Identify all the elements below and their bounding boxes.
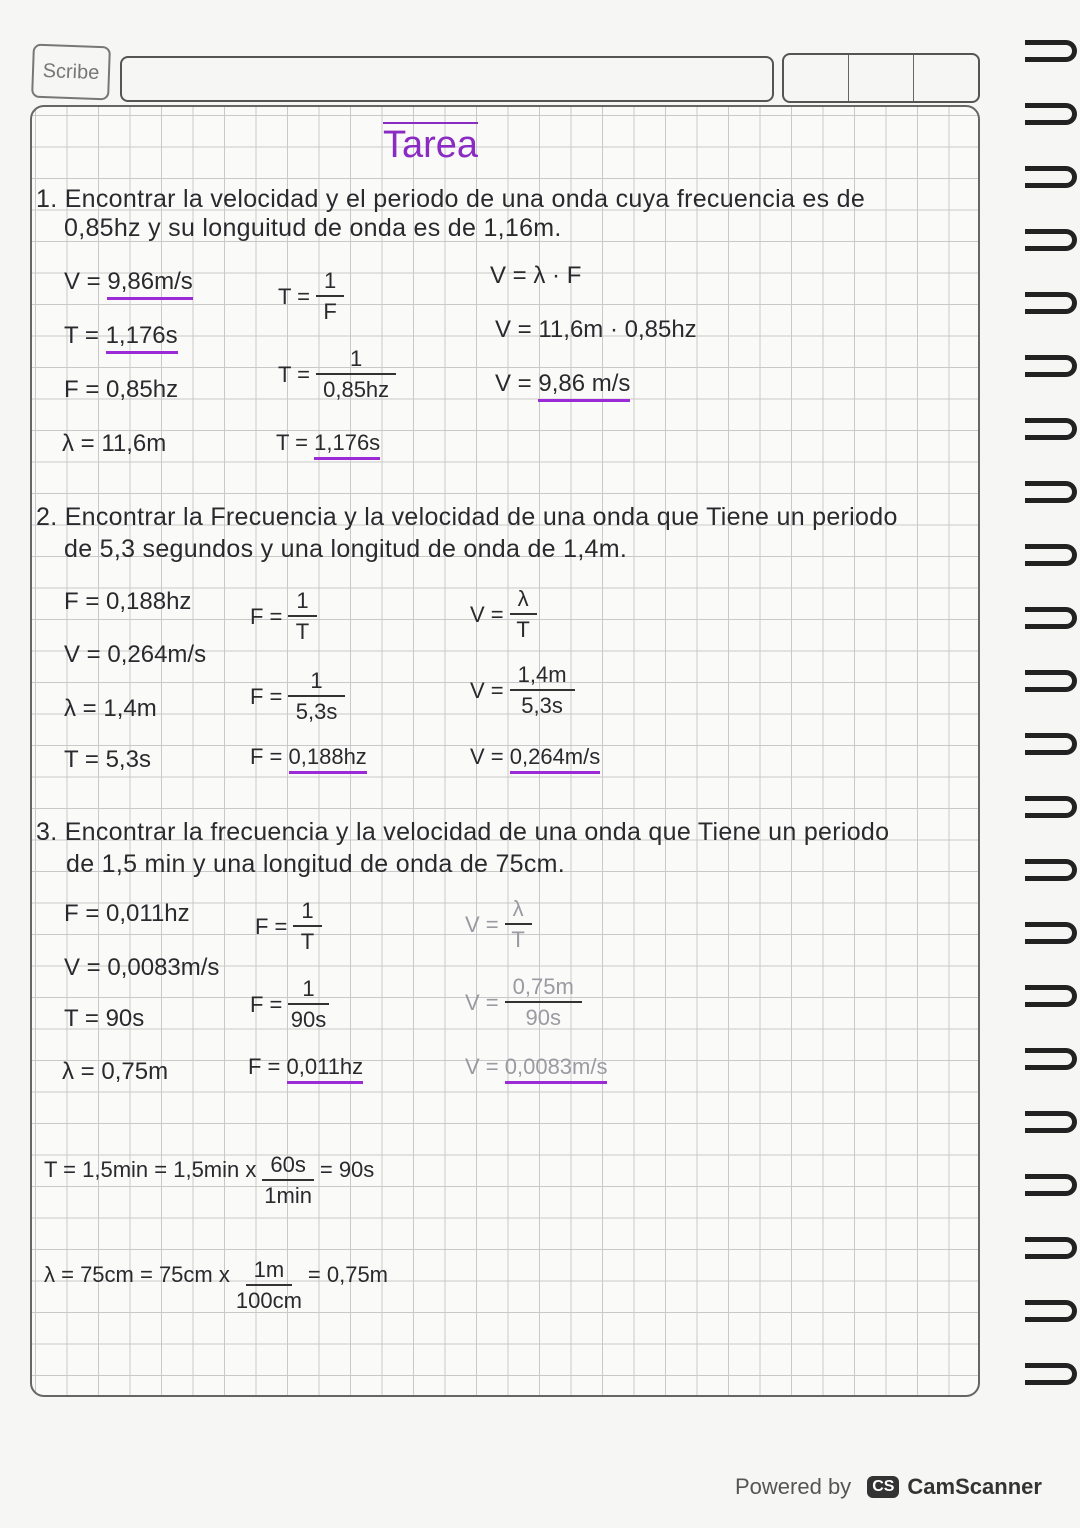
p2-wavelength: λ = 1,4m [64,695,157,722]
lhs: F = [250,683,283,709]
p2-result-v [470,744,600,770]
denominator: 5,3s [521,693,563,718]
p1-statement-line2: 0,85hz y su longuitud de onda es de 1,16m. [64,214,562,242]
spiral-ring [1025,1174,1077,1196]
p1-velocity-answer: 9,86m/s [107,268,192,300]
denominator: T [511,927,525,952]
numerator: 1,4m [510,662,575,691]
denominator: T [300,929,315,954]
rhs: = 0,75m [307,1261,389,1287]
spiral-ring [1025,292,1077,314]
spiral-ring [1025,670,1077,692]
powered-by-text: Powered by [735,1474,852,1499]
camscanner-icon: CS [867,1476,899,1498]
lhs: T = 1,5min = 1,5min x [44,1156,257,1182]
date-box [782,53,980,103]
date-cell-year [914,55,978,101]
spiral-ring [1025,607,1077,629]
lhs: F = [248,1054,287,1079]
p1-substitution-v: V = 11,6m · 0,85hz [495,316,697,343]
p1-result-v [495,370,630,398]
numerator: 60s [262,1152,313,1181]
spiral-ring [1025,544,1077,566]
denominator: 100cm [235,1288,302,1313]
numerator: 1 [316,346,396,375]
spiral-ring [1025,229,1077,251]
p3-formula-v [465,896,532,953]
numerator: λ [505,896,532,925]
answer: 0,188hz [289,744,367,774]
fraction [316,346,396,403]
numerator: 1 [288,668,344,697]
fraction [262,1152,313,1209]
notebook-spiral-binding [1025,40,1080,1420]
denominator: 0,85hz [323,377,390,402]
p3-substitution-v [465,974,582,1031]
p3-substitution-f [250,976,329,1033]
label: T = [64,322,106,349]
p3-wavelength: λ = 0,75m [62,1058,169,1085]
p1-wavelength: λ = 11,6m [62,430,167,457]
denominator: 90s [290,1007,327,1032]
date-cell-day [784,55,849,101]
numerator: 1 [288,976,328,1005]
p1-period-answer: 1,176s [106,322,178,354]
spiral-ring [1025,418,1077,440]
lhs: F = [255,913,288,939]
spiral-ring [1025,481,1077,503]
p1-formula-v: V = λ · F [490,262,582,289]
answer: 0,264m/s [510,744,601,774]
denominator: F [323,299,337,324]
numerator: 1 [288,588,316,617]
fraction [288,976,328,1033]
rhs: = 90s [319,1156,375,1182]
logo-text: Scribe [42,59,100,84]
label: V = [64,268,108,295]
spiral-ring [1025,40,1077,62]
p1-substitution-t [278,346,396,403]
fraction [510,586,537,643]
p3-statement-line2: de 1,5 min y una longitud de onda de 75cm. [66,850,566,878]
numerator: 1 [293,898,321,927]
p2-frequency: F = 0,188hz [64,588,192,615]
denominator: 5,3s [295,699,338,724]
answer: 9,86 m/s [538,370,630,402]
fraction [288,588,316,645]
denominator: 1min [264,1183,312,1208]
p2-substitution-f [250,668,345,725]
numerator: 1 [316,268,344,297]
lhs: V = [470,677,504,703]
spiral-ring [1025,733,1077,755]
denominator: T [516,617,530,642]
lhs: T = [276,430,315,455]
spiral-ring [1025,103,1077,125]
p1-statement-line1: 1. Encontrar la velocidad y el periodo de una onda cuya frecuencia es de [36,185,866,213]
p2-result-f [250,744,367,770]
spiral-ring [1025,166,1077,188]
p3-statement-line1: 3. Encontrar la frecuencia y la velocidad de una onda que Tiene un periodo [36,818,890,846]
p2-period: T = 5,3s [64,746,151,773]
fraction [316,268,344,325]
denominator: 90s [525,1005,561,1030]
p1-velocity [64,268,193,296]
fraction [505,974,582,1031]
numerator: λ [510,586,537,615]
lhs: V = [495,370,539,397]
p2-velocity: V = 0,264m/s [64,641,207,668]
spiral-ring [1025,1237,1077,1259]
name-field-box [120,56,774,102]
page-title: Tarea [383,124,479,166]
spiral-ring [1025,1300,1077,1322]
spiral-ring [1025,1111,1077,1133]
spiral-ring [1025,355,1077,377]
spiral-ring [1025,859,1077,881]
spiral-ring [1025,796,1077,818]
spiral-ring [1025,1363,1077,1385]
p3-result-v [465,1054,607,1080]
numerator: 1m [246,1257,293,1286]
lhs: F = [250,991,283,1017]
scribe-logo [31,44,111,101]
date-cell-month [849,55,914,101]
p3-wavelength-conversion [44,1235,388,1314]
lhs: F = [250,744,289,769]
lhs: λ = 75cm = 75cm x [44,1261,230,1287]
lhs: F = [250,603,283,629]
fraction [288,668,344,725]
fraction [293,898,321,955]
spiral-ring [1025,922,1077,944]
brand-name: CamScanner [907,1474,1042,1499]
numerator: 0,75m [505,974,582,1003]
p1-frequency: F = 0,85hz [64,376,179,403]
denominator: T [295,619,310,644]
p3-velocity: V = 0,0083m/s [64,954,220,981]
lhs: V = [465,1054,505,1079]
p3-result-f [248,1054,363,1080]
fraction [505,896,532,953]
spiral-ring [1025,1048,1077,1070]
fraction [236,1257,302,1314]
scanner-watermark [735,1474,1042,1500]
p3-period-conversion [44,1130,374,1209]
lhs: V = [465,911,499,937]
lhs: T = [278,283,311,309]
lhs: V = [465,989,499,1015]
lhs: T = [278,361,311,387]
p2-statement-line2: de 5,3 segundos y una longitud de onda de 1,4m. [64,535,628,563]
lhs: V = [470,601,504,627]
camscanner-logo [867,1474,1042,1500]
fraction [510,662,575,719]
answer: 1,176s [314,430,380,460]
p2-formula-f [250,588,317,645]
spiral-ring [1025,985,1077,1007]
p3-period: T = 90s [64,1005,145,1032]
lhs: V = [470,744,510,769]
p3-frequency: F = 0,011hz [64,900,190,927]
p2-formula-v [470,586,537,643]
p3-formula-f [255,898,322,955]
answer: 0,0083m/s [505,1054,608,1084]
p1-result-t [276,430,380,456]
p1-period [64,322,178,350]
p1-formula-t [278,268,344,325]
p2-substitution-v [470,662,575,719]
p2-statement-line1: 2. Encontrar la Frecuencia y la velocidad de una onda que Tiene un periodo [36,503,898,531]
answer: 0,011hz [287,1054,364,1084]
